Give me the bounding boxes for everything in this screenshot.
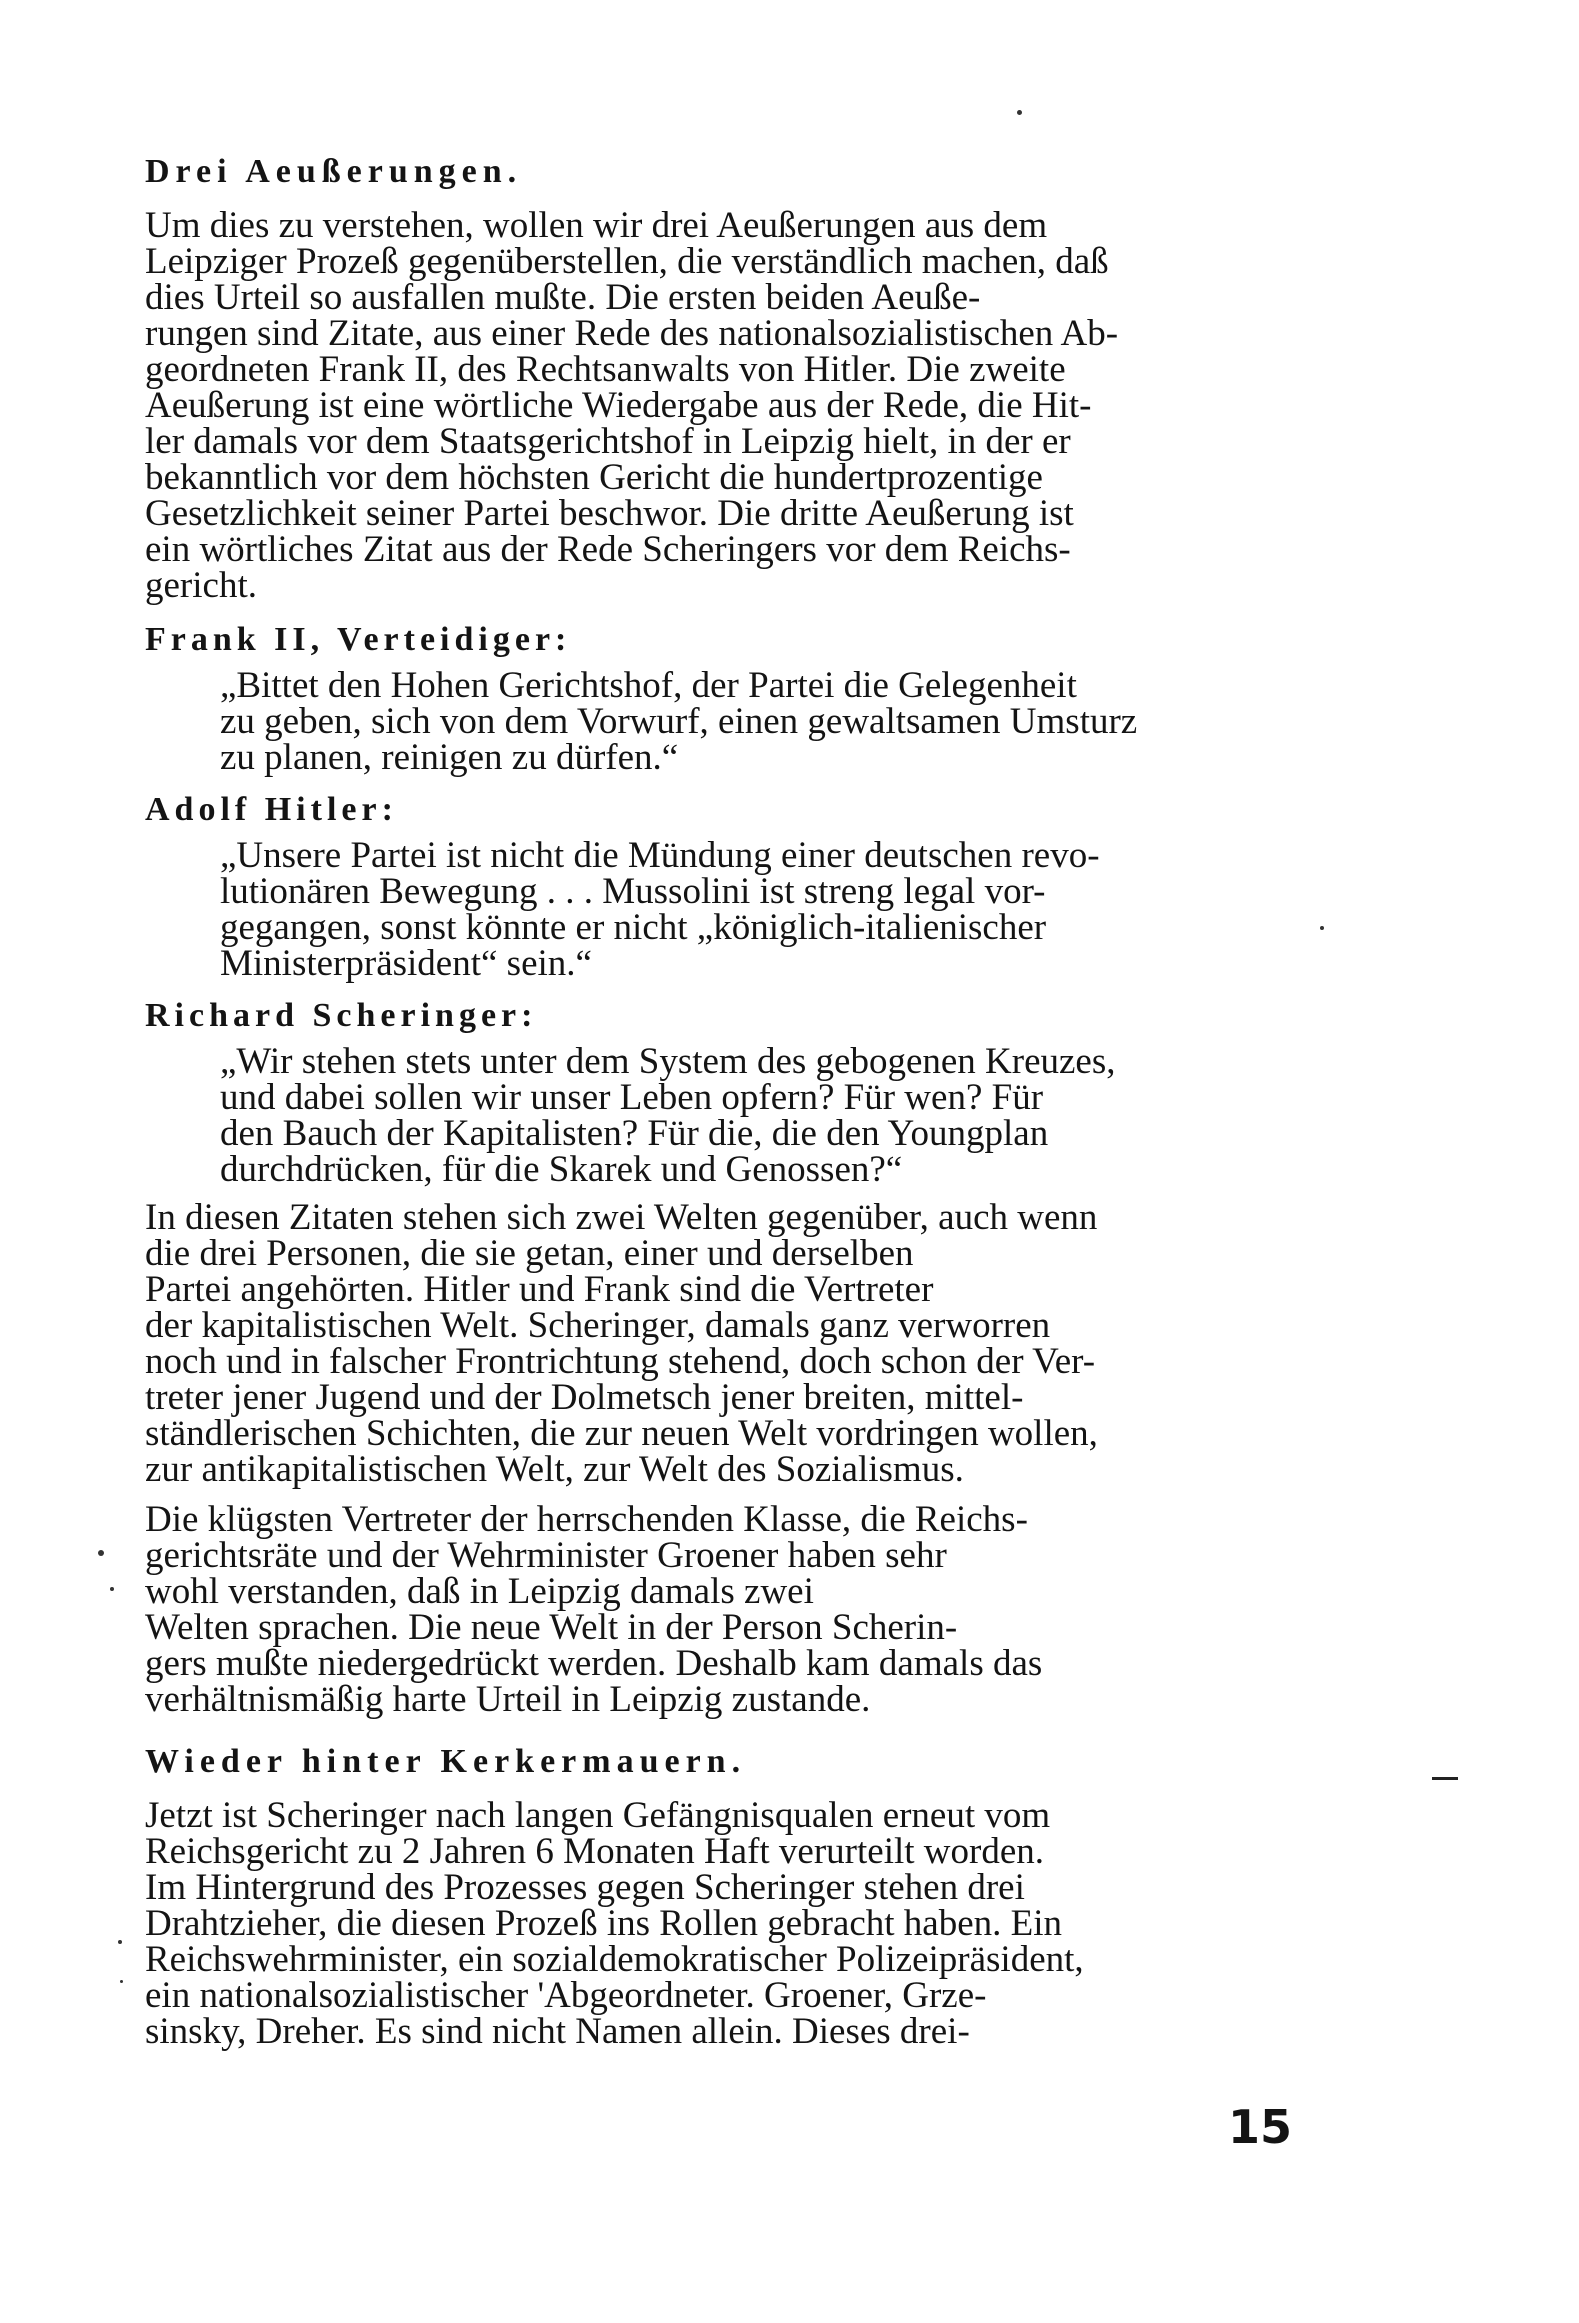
quote-speaker-frank: Frank II, Verteidiger: (145, 621, 572, 658)
quote-speaker-hitler: Adolf Hitler: (145, 791, 398, 828)
quote-hitler: „Unsere Partei ist nicht die Mündung einer deutschen revo- lutionären Bewegung . . . Mussolini ist streng legal vor- gegangen, sonst könnte er nicht „königlich-italienischer Ministerpräsident“ sein.“ (220, 835, 1100, 984)
page-speck (1017, 110, 1022, 115)
analysis-paragraph-2: Die klügsten Vertreter der herrschenden Klasse, die Reichs- gerichtsräte und der Wehrminister Groener haben sehr wohl verstanden, daß in Leipzig damals zwei Welten sprachen. Die neue Welt in der Person Scherin- gers mußte niedergedrückt werden. Deshalb kam damals das verhältnismäßig harte Urteil in Leipzig zustande. (145, 1499, 1043, 1720)
margin-speck (118, 1940, 122, 1944)
margin-speck (98, 1550, 104, 1556)
page-text (145, 150, 1295, 2064)
page-number: 15 (1228, 2100, 1293, 2154)
section-heading-drei-aeusserungen: Drei Aeußerungen. (145, 153, 523, 190)
margin-speck (110, 1587, 114, 1591)
section-heading-wieder-hinter-kerkermauern: Wieder hinter Kerkermauern. (145, 1743, 747, 1780)
analysis-paragraph-1: In diesen Zitaten stehen sich zwei Welten gegenüber, auch wenn die drei Personen, die sie getan, einer und derselben Partei angehörten. Hitler und Frank sind die Vertreter der kapitalistischen Welt. Scheringer, damals ganz verworren noch und in falscher Frontrichtung stehend, doch schon der Ver- treter jener Jugend und der Dolmetsch jener breiten, mittel- ständlerischen Schichten, die zur neuen Welt vordringen wollen, zur antikapitalistischen Welt, zur Welt des Sozialismus. (145, 1197, 1098, 1490)
intro-paragraph: Um dies zu verstehen, wollen wir drei Aeußerungen aus dem Leipziger Prozeß gegenüberstellen, die verständlich machen, daß dies Urteil so ausfallen mußte. Die ersten beiden Aeuße- rungen sind Zitate, aus einer Rede des nationalsozialistischen Ab- geordneten Frank II, des Rechtsanwalts von Hitler. Die zweite Aeußerung ist eine wörtliche Wiedergabe aus der Rede, die Hit- ler damals vor dem Staatsgerichtshof in Leipzig hielt, in der er bekanntlich vor dem höchsten Gericht die hundertprozentige Gesetzlichkeit seiner Partei beschwor. Die dritte Aeußerung ist ein wörtliches Zitat aus der Rede Scheringers vor dem Reichs- gericht. (145, 205, 1119, 606)
margin-speck (120, 1980, 123, 1983)
closing-paragraph: Jetzt ist Scheringer nach langen Gefängnisqualen erneut vom Reichsgericht zu 2 Jahren 6 Monaten Haft verurteilt worden. Im Hintergrund des Prozesses gegen Scheringer stehen drei Drahtzieher, die diesen Prozeß ins Rollen gebracht haben. Ein Reichswehrminister, ein sozialdemokratischer Polizeipräsident, ein nationalsozialistischer 'Abgeordneter. Groener, Grze- sinsky, Dreher. Es sind nicht Namen allein. Dieses drei- (145, 1795, 1084, 2052)
quote-frank: „Bittet den Hohen Gerichtshof, der Partei die Gelegenheit zu geben, sich von dem Vorwurf, einen gewaltsamen Umsturz zu planen, reinigen zu dürfen.“ (220, 665, 1138, 778)
quote-scheringer: „Wir stehen stets unter dem System des gebogenen Kreuzes, und dabei sollen wir unser Leben opfern? Für wen? Für den Bauch der Kapitalisten? Für die, die den Youngplan durchdrücken, für die Skarek und Genossen?“ (220, 1041, 1116, 1190)
margin-speck (1320, 926, 1324, 930)
quote-speaker-scheringer: Richard Scheringer: (145, 997, 538, 1034)
margin-dash (1432, 1777, 1458, 1780)
